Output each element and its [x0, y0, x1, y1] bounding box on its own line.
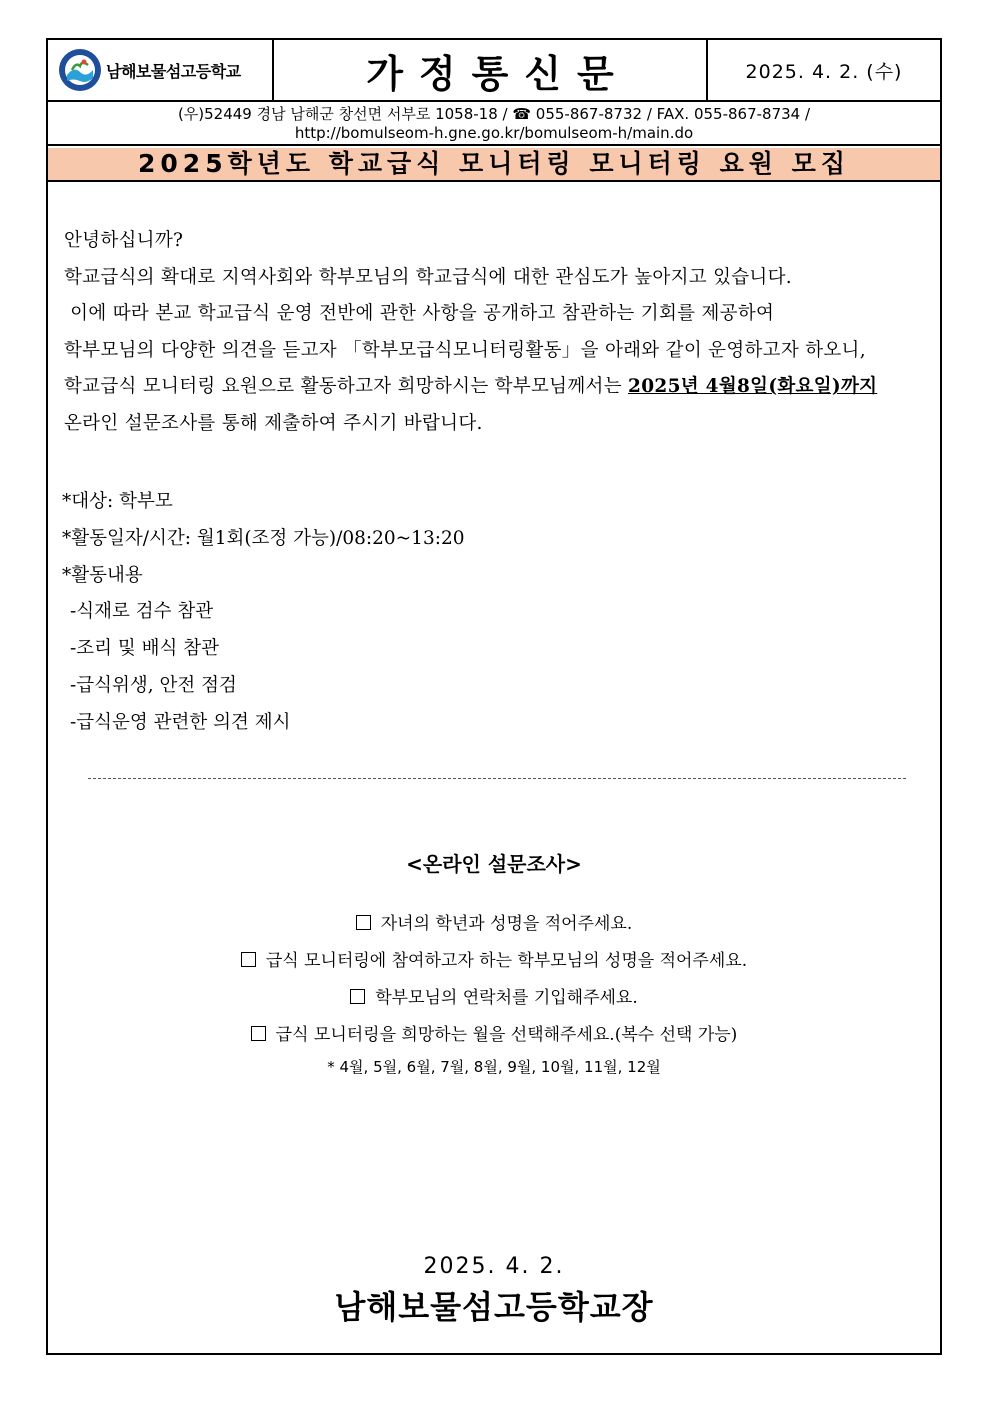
greeting: 안녕하십니까?: [64, 230, 184, 251]
header-row: [48, 40, 940, 102]
school-cell: [48, 40, 274, 100]
website-url: http://bomulseom-h.gne.go.kr/bomulseom-h/main.do: [294, 124, 694, 142]
issue-date: 2025. 4. 2. (수): [745, 60, 903, 83]
deadline-text: 2025년 4월8일(화요일)까지: [628, 376, 878, 398]
checkbox-icon: [356, 915, 371, 930]
school-logo-icon: [58, 48, 102, 92]
survey-item: [48, 943, 940, 980]
content-label: *활동내용: [62, 564, 143, 586]
list-item: -급식운영 관련한 의견 제시: [70, 711, 291, 733]
checkbox-icon: [350, 989, 365, 1004]
address-line: (우)52449 경남 남해군 창선면 서부로 1058-18 / ☎ 055-867-8732 / FAX. 055-867-8734 /: [177, 105, 811, 123]
list-item: -급식위생, 안전 점검: [70, 674, 237, 696]
checkbox-icon: [241, 952, 256, 967]
survey-item-label: 학부모님의 연락처를 기입해주세요.: [375, 988, 638, 1008]
checkbox-icon: [251, 1026, 266, 1041]
notice-body: [64, 223, 934, 443]
activity-details: [62, 484, 932, 742]
dashed-divider: [88, 778, 906, 779]
survey-item: [48, 980, 940, 1017]
page-title: 가정통신문: [366, 51, 630, 96]
body-paragraph: 이에 따라 본교 학교급식 운영 전반에 관한 사항을 공개하고 참관하는 기회를 제공하여: [64, 303, 775, 325]
list-item: -조리 및 배식 참관: [70, 638, 219, 660]
principal-signature: 남해보물섬고등학교장: [334, 1288, 654, 1326]
title-cell: [274, 40, 708, 100]
notice-banner: 2025학년도 학교급식 모니터링 모니터링 요원 모집: [48, 148, 940, 182]
body-paragraph: [64, 369, 934, 406]
school-name: 남해보물섬고등학교: [106, 61, 241, 81]
survey-item-label: 자녀의 학년과 성명을 적어주세요.: [380, 914, 633, 934]
footer-date: 2025. 4. 2.: [423, 1254, 565, 1279]
month-options: * 4월, 5월, 6월, 7월, 8월, 9월, 10월, 11월, 12월: [327, 1058, 661, 1076]
target-line: *대상: 학부모: [62, 491, 173, 512]
survey-title: <온라인 설문조사>: [406, 852, 582, 876]
body-text-prefix: 학교급식 모니터링 요원으로 활동하고자 희망하시는 학부모님께서는: [64, 376, 629, 398]
body-paragraph: 학부모님의 다양한 의견을 듣고자 「학부모급식모니터링활동」을 아래와 같이 운영하고자 하오니,: [64, 339, 866, 361]
newsletter-frame: [46, 38, 942, 1355]
survey-item: [48, 1017, 940, 1054]
schedule-line: *활동일자/시간: 월1회(조정 가능)/08:20~13:20: [62, 527, 465, 549]
survey-item-label: 급식 모니터링을 희망하는 월을 선택해주세요.(복수 선택 가능): [275, 1025, 738, 1045]
survey-items: [48, 906, 940, 1054]
survey-item: [48, 906, 940, 943]
body-paragraph: 학교급식의 확대로 지역사회와 학부모님의 학교급식에 대한 관심도가 높아지고 있습니다.: [64, 266, 792, 288]
body-paragraph: 온라인 설문조사를 통해 제출하여 주시기 바랍니다.: [64, 412, 483, 434]
list-item: -식재로 검수 참관: [70, 601, 214, 623]
address-row: [48, 102, 940, 146]
survey-item-label: 급식 모니터링에 참여하고자 하는 학부모님의 성명을 적어주세요.: [265, 951, 748, 971]
